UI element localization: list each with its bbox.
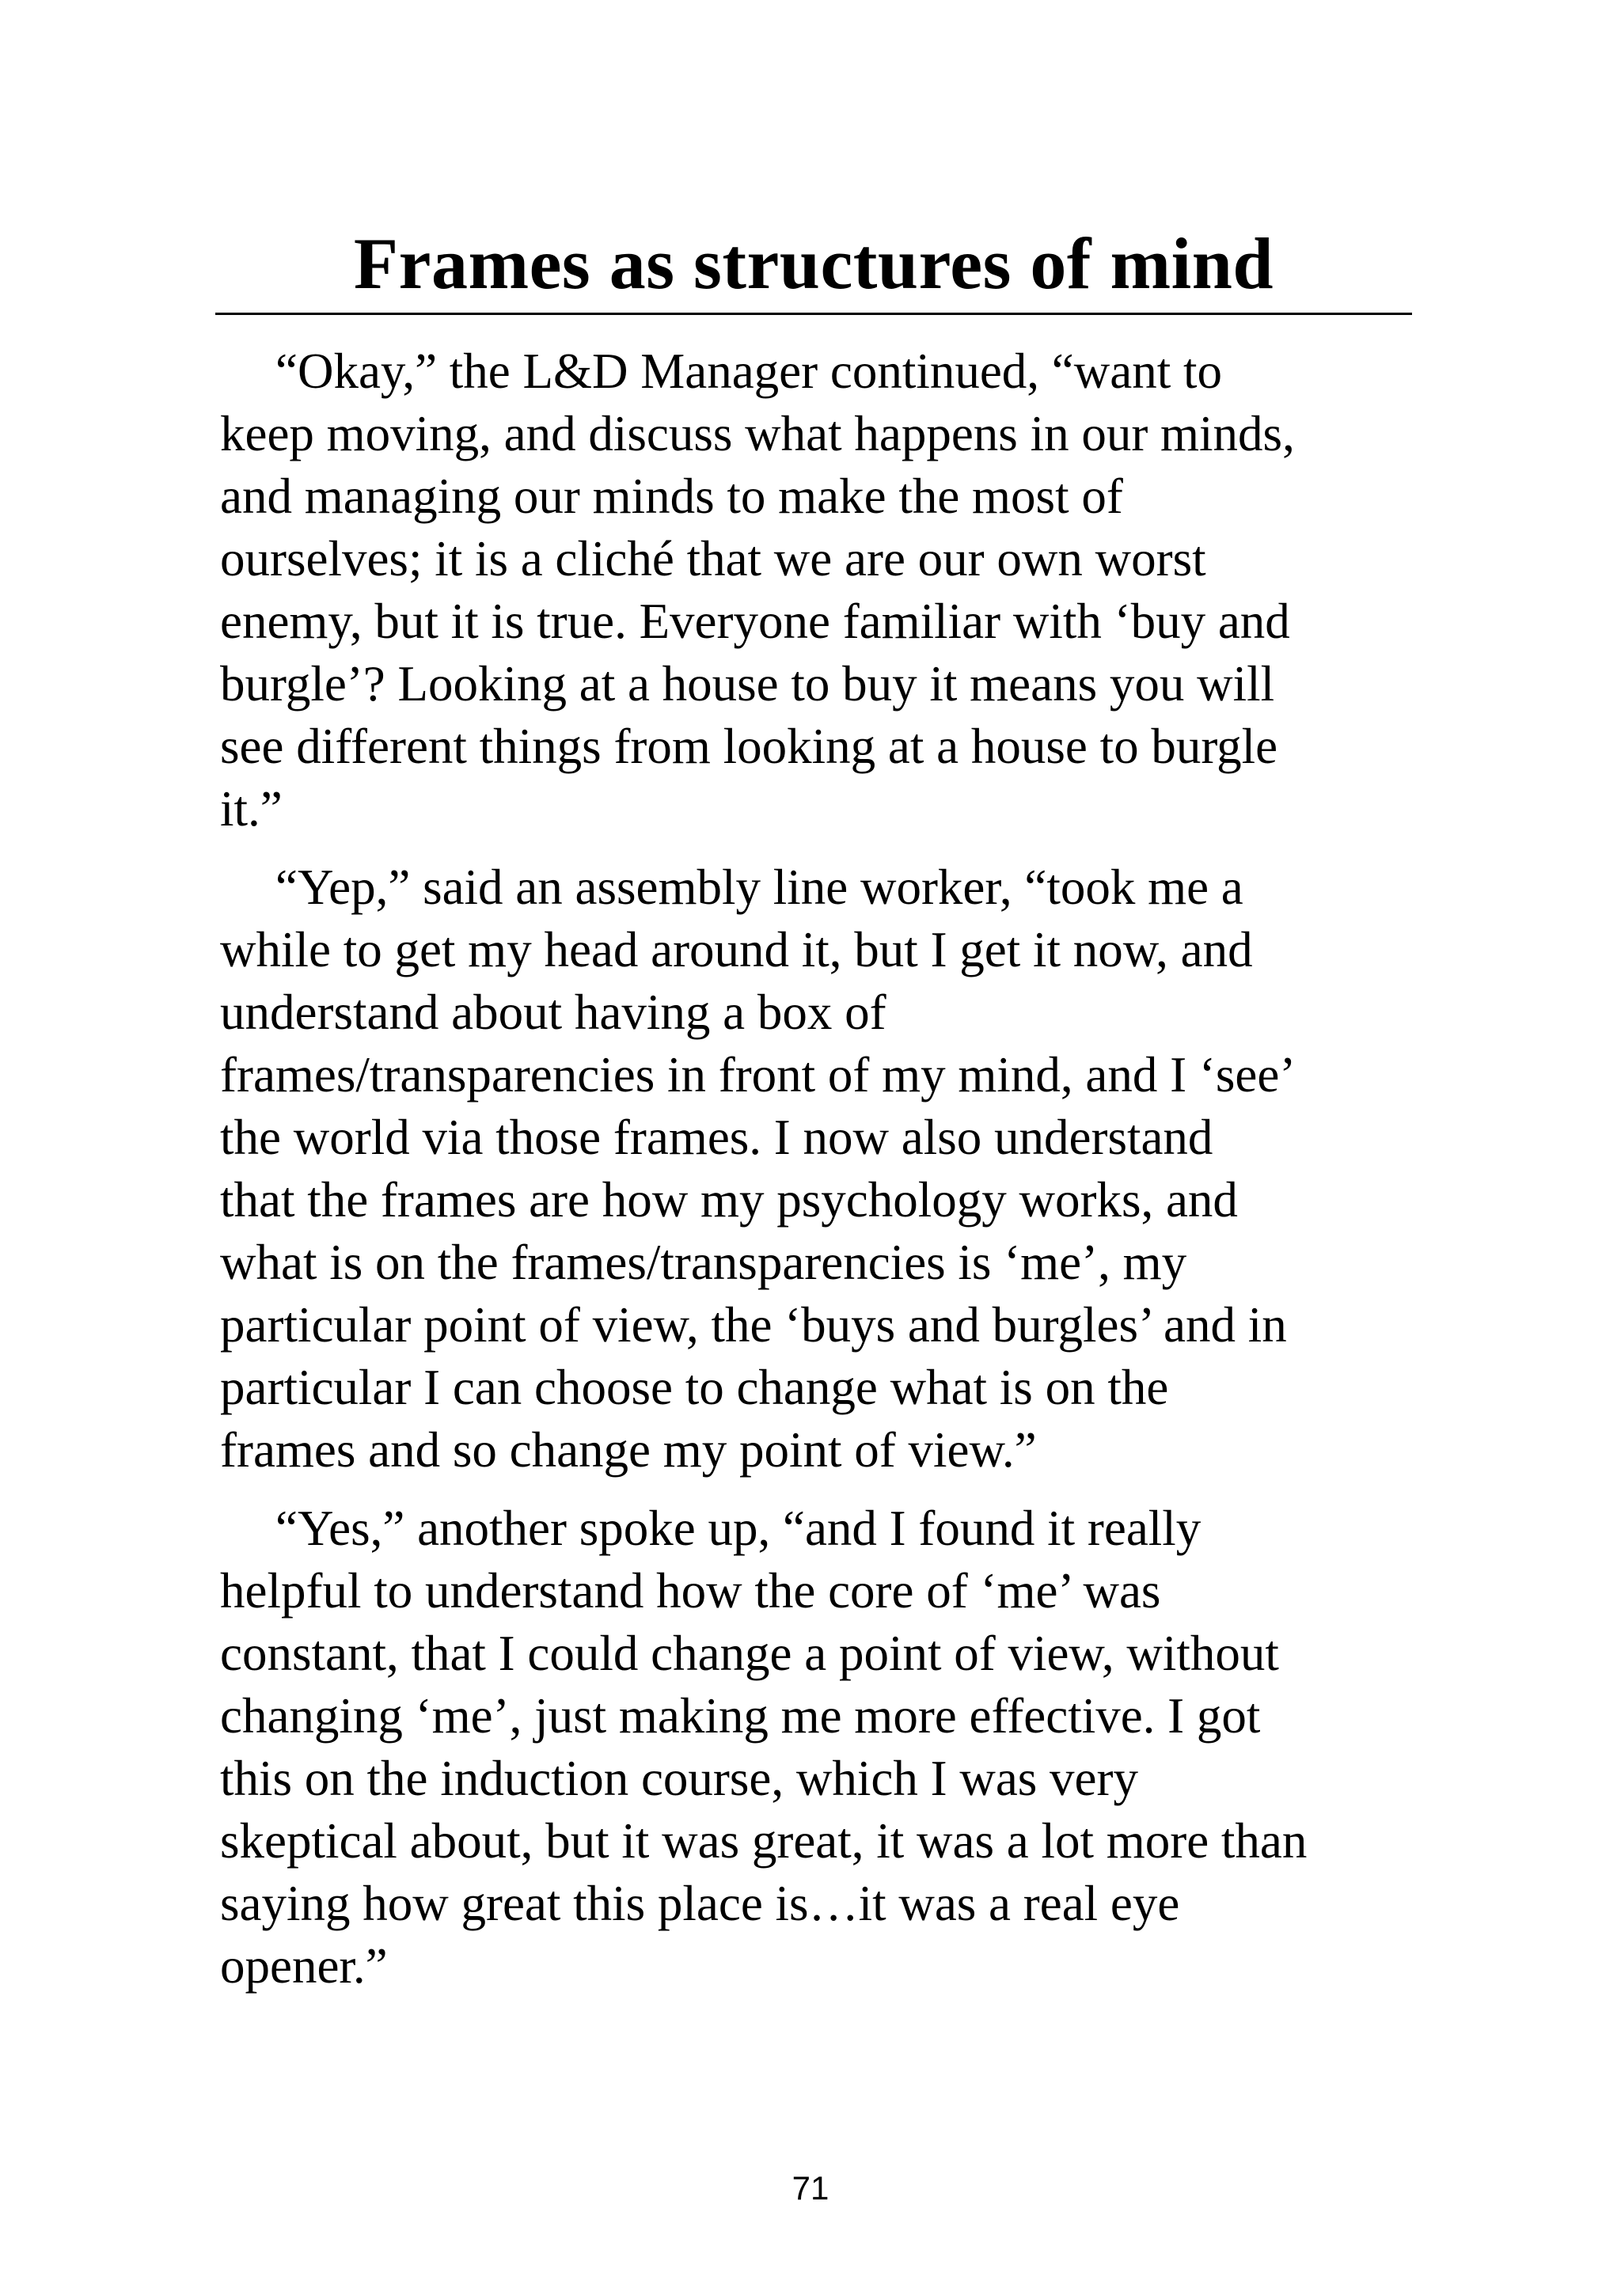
paragraph-2: [220, 856, 1423, 1482]
text-line: “Yes,” another spoke up, “and I found it really: [275, 1501, 1202, 1556]
text-line: that the frames are how my psychology works, and: [220, 1172, 1238, 1228]
text-line: this on the induction course, which I was very: [220, 1751, 1138, 1806]
text-line: what is on the frames/transparencies is ‘me’, my: [220, 1235, 1187, 1290]
text-line: see different things from looking at a house to burgle: [220, 719, 1278, 774]
text-line: it.”: [220, 781, 283, 837]
text-line: frames/transparencies in front of my mind, and I ‘see’: [220, 1047, 1296, 1102]
text-line: understand about having a box of: [220, 985, 886, 1040]
text-line: burgle’? Looking at a house to buy it means you will: [220, 656, 1275, 712]
text-line: opener.”: [220, 1938, 388, 1994]
body-text: [220, 340, 1423, 2013]
text-line: keep moving, and discuss what happens in our minds,: [220, 406, 1295, 461]
title-divider: [215, 313, 1412, 315]
text-line: changing ‘me’, just making me more effective. I got: [220, 1688, 1261, 1744]
text-line: constant, that I could change a point of view, without: [220, 1626, 1279, 1681]
text-line: particular I can choose to change what is on the: [220, 1360, 1169, 1415]
paragraph-1: [220, 340, 1423, 841]
text-line: and managing our minds to make the most of: [220, 469, 1123, 524]
text-line: frames and so change my point of view.”: [220, 1422, 1037, 1478]
text-line: “Yep,” said an assembly line worker, “took me a: [275, 860, 1243, 915]
page-number: 71: [792, 2169, 829, 2207]
text-line: saying how great this place is…it was a real eye: [220, 1876, 1180, 1931]
text-line: while to get my head around it, but I get it now, and: [220, 922, 1253, 977]
text-line: skeptical about, but it was great, it was a lot more than: [220, 1813, 1308, 1869]
text-line: “Okay,” the L&D Manager continued, “want to: [275, 343, 1222, 399]
text-line: enemy, but it is true. Everyone familiar with ‘buy and: [220, 594, 1290, 649]
text-line: helpful to understand how the core of ‘me’ was: [220, 1563, 1161, 1619]
text-line: ourselves; it is a cliché that we are our own worst: [220, 531, 1206, 586]
paragraph-3: [220, 1497, 1423, 1998]
text-line: the world via those frames. I now also understand: [220, 1110, 1213, 1165]
text-line: particular point of view, the ‘buys and burgles’ and in: [220, 1297, 1287, 1353]
page-title: Frames as structures of mind: [353, 223, 1274, 304]
